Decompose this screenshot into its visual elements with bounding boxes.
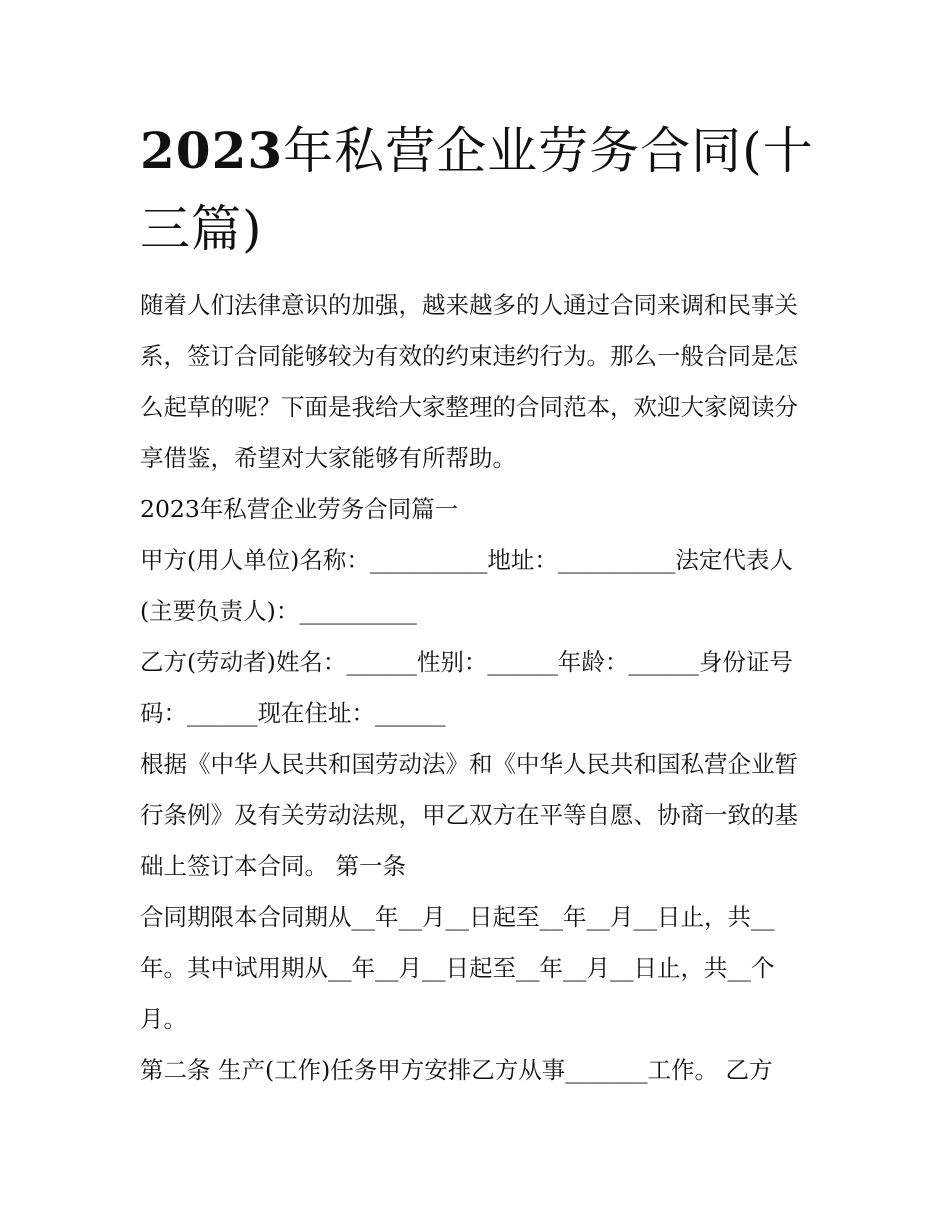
document-title — [140, 112, 820, 268]
basis-paragraph: 根据《中华人民共和国劳动法》和《中华人民共和国私营企业暂行条例》及有关劳动法规，甲乙双方在平等自愿、协商一致的基础上签订本合同。 第一条 — [140, 750, 798, 880]
section-heading: 2023年私营企业劳务合同篇一 — [140, 495, 459, 523]
document-body — [140, 280, 816, 1096]
title-year: 2023 — [140, 121, 284, 180]
intro-paragraph: 随着人们法律意识的加强，越来越多的人通过合同来调和民事关系，签订合同能够较为有效的约束违约行为。那么一般合同是怎么起草的呢？下面是我给大家整理的合同范本，欢迎大家阅读分享借鉴，希望对大家能够有所帮助。 — [140, 291, 798, 472]
title-text: 年私营企业劳务合同(十三篇) — [140, 122, 814, 258]
term-paragraph: 合同期限本合同期从__年__月__日起至__年__月__日止，共__年。其中试用期从__年__月__日起至__年__月__日止，共__个月。 — [140, 903, 775, 1033]
article-two-paragraph: 第二条 生产(工作)任务甲方安排乙方从事_______工作。 乙方 — [140, 1056, 773, 1084]
party-b-paragraph: 乙方(劳动者)姓名：______性别：______年龄：______身份证号码：______现在住址：______ — [140, 648, 793, 727]
party-a-paragraph: 甲方(用人单位)名称：__________地址：__________法定代表人(主要负责人)：__________ — [140, 546, 793, 625]
